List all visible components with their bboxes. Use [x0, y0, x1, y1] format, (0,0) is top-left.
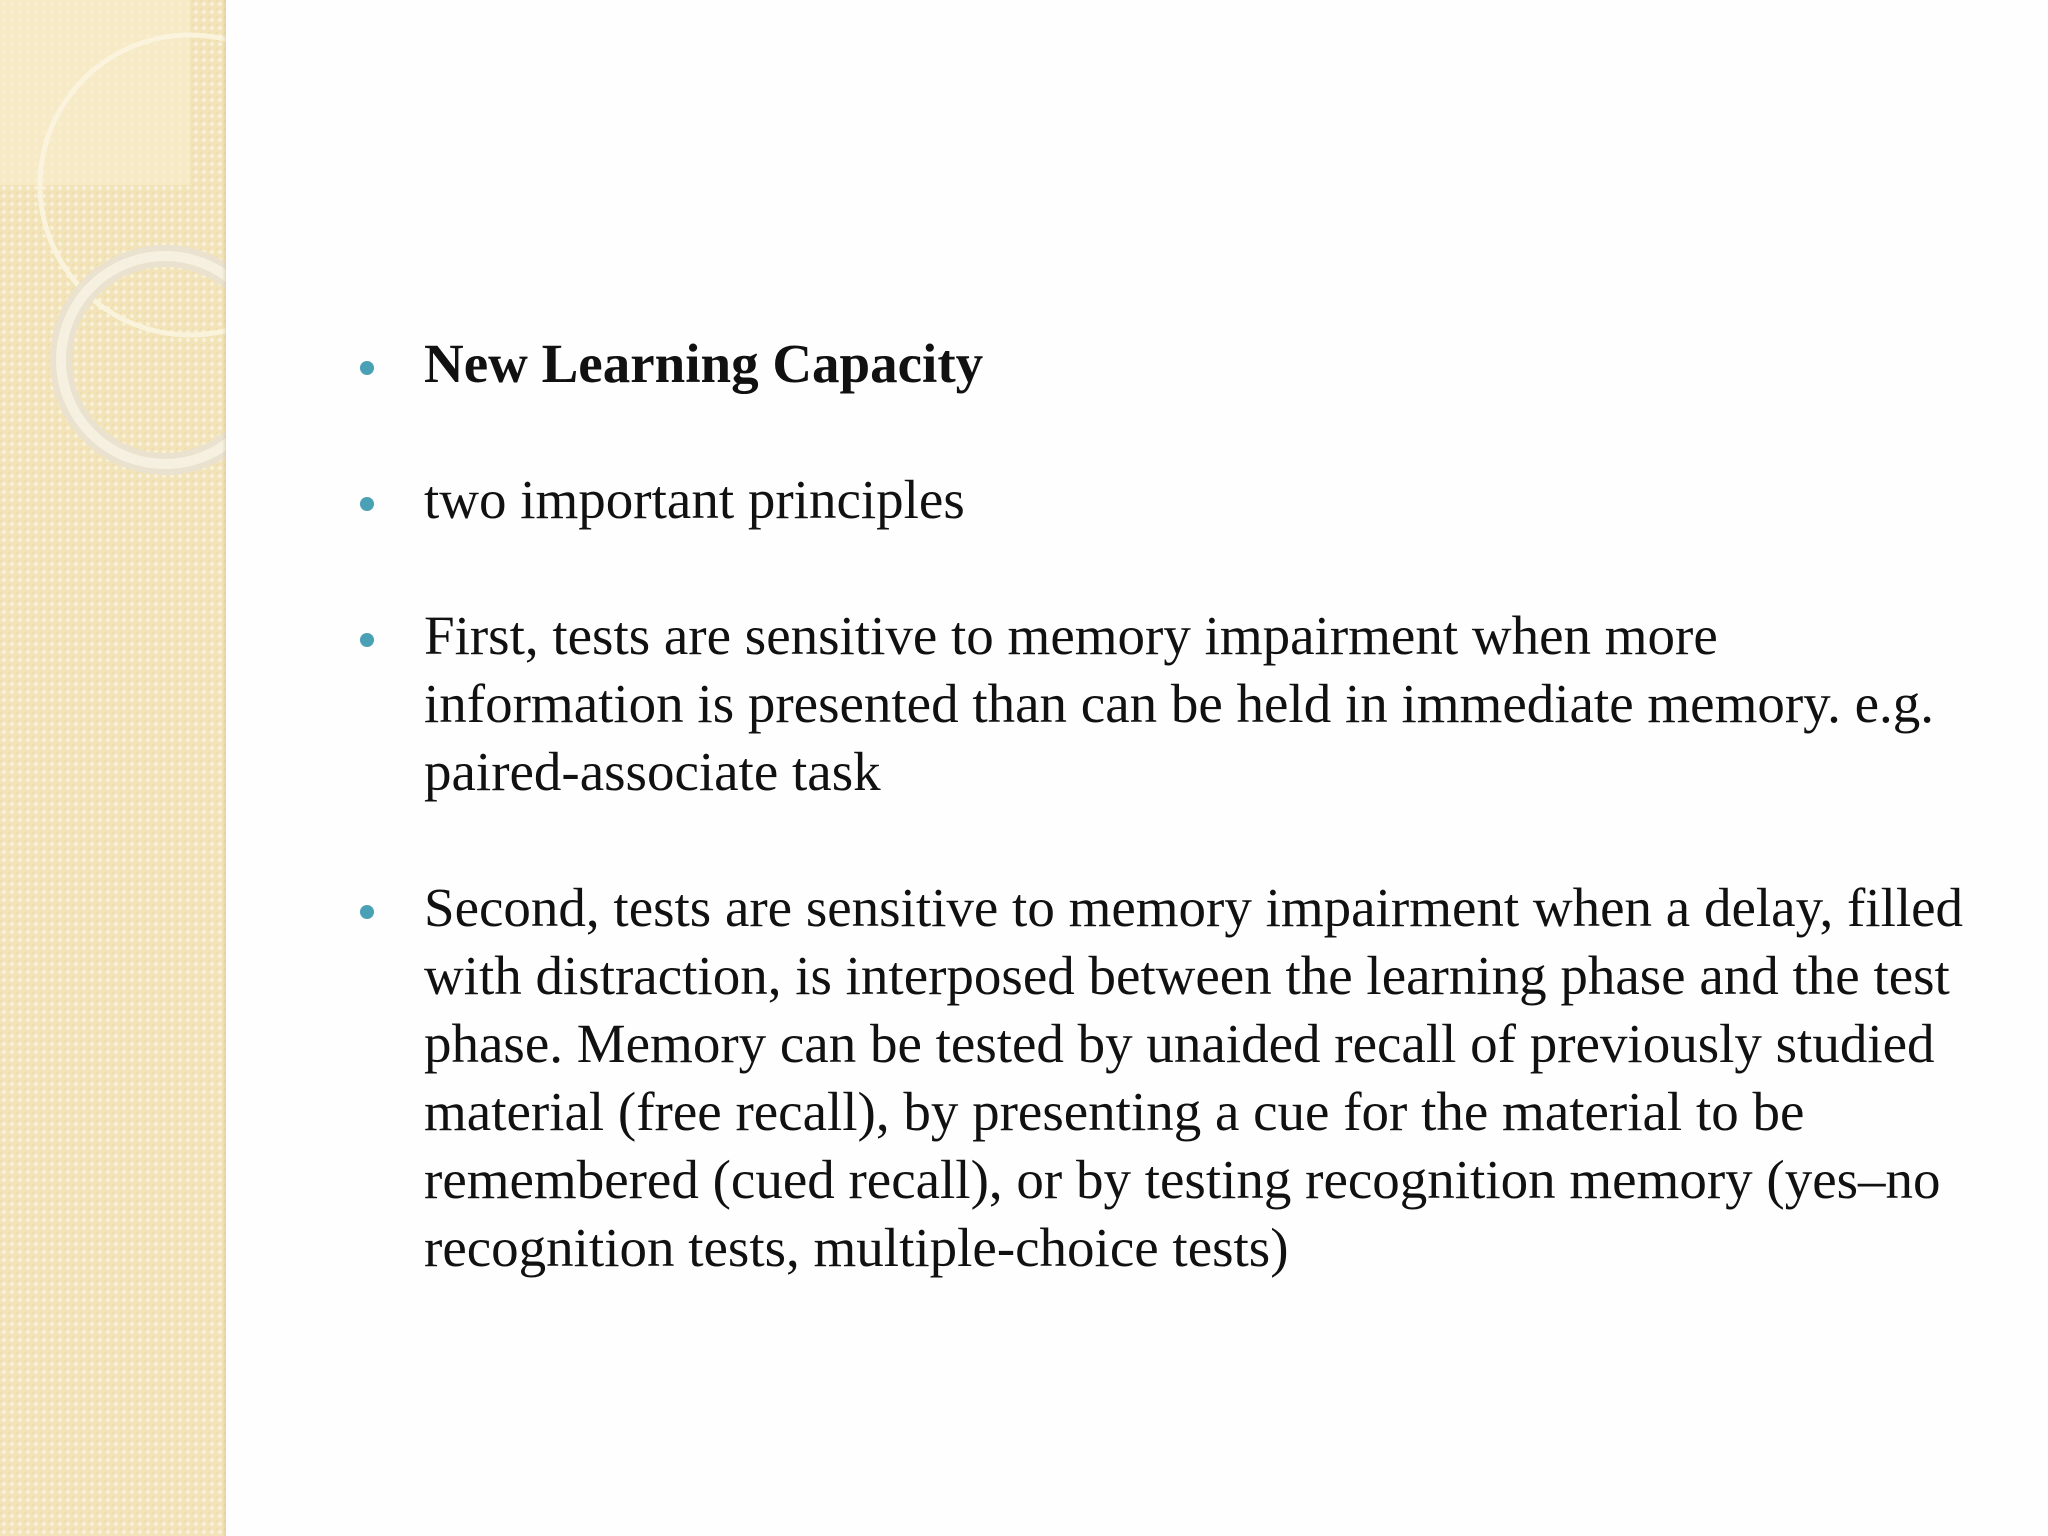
bullet-dot-icon: [360, 497, 374, 511]
bullet-dot-icon: [360, 905, 374, 919]
bullet-dot-icon: [360, 633, 374, 647]
bullet-text: two important principles: [424, 469, 965, 530]
decorative-side-panel: [0, 0, 226, 1536]
bullet-dot-icon: [360, 361, 374, 375]
bullet-text: First, tests are sensitive to memory impairment when more information is presented than can be held in immediate memory. e.g. paired-associate task: [424, 605, 1935, 802]
circle-rings-decoration: [0, 0, 226, 520]
bullet-item: [360, 874, 1980, 1282]
bullet-list: [360, 330, 1980, 1350]
bullet-item: [360, 466, 1980, 534]
bullet-text: Second, tests are sensitive to memory impairment when a delay, filled with distraction, is interposed between the learning phase and the test phase. Memory can be tested by unaided recall of previously studied material (free recall), by presenting a cue for the material to be remembered (cued recall), or by testing recognition memory (yes–no recognition tests, multiple-choice tests): [424, 877, 1964, 1278]
bullet-item: [360, 602, 1980, 806]
bullet-item: [360, 330, 1980, 398]
bullet-text: New Learning Capacity: [424, 333, 984, 394]
